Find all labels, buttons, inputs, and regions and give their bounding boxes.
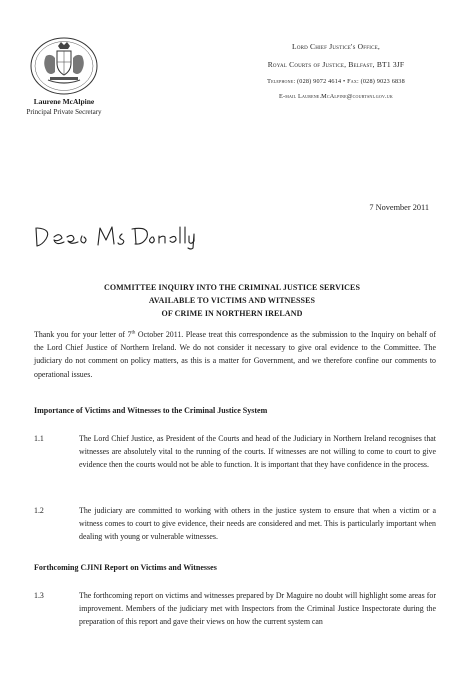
heading-line-3: OF CRIME IN NORTHERN IRELAND <box>161 309 303 318</box>
intro-ordinal-suffix: th <box>131 330 136 336</box>
document-heading <box>52 281 412 320</box>
office-telephone: Telephone: (028) 9072 4614 • Fax: (028) 9023 6838 <box>267 78 405 85</box>
paragraph-number: 1.2 <box>34 506 44 515</box>
sender-block <box>14 97 114 117</box>
paragraph-1-3 <box>34 589 436 629</box>
section-heading-cjini-report: Forthcoming CJINI Report on Victims and Witnesses <box>34 563 217 572</box>
office-email: E-mail Laurene.McAlpine@courtsni.gov.uk <box>279 93 393 100</box>
intro-text-start: Thank you for your letter of 7 <box>34 330 132 339</box>
letter-date: 7 November 2011 <box>369 203 429 212</box>
sender-name: Laurene McAlpine <box>33 97 95 106</box>
sender-title: Principal Private Secretary <box>26 108 102 116</box>
section-heading-importance: Importance of Victims and Witnesses to the Criminal Justice System <box>34 406 268 415</box>
paragraph-1-2 <box>34 504 436 544</box>
paragraph-text: The judiciary are committed to working with others in the justice system to ensure that when a victim or a witness comes to court to give evidence, their needs are considered and met. This is particularly important when dealing with young or vulnerable witnesses. <box>79 506 436 542</box>
royal-coat-of-arms-logo <box>28 34 100 96</box>
letterhead-address <box>230 38 442 104</box>
paragraph-text: The Lord Chief Justice, as President of the Courts and head of the Judiciary in Northern Ireland recognises that witnesses are absolutely vital to the running of the courts. If witnesses are not willing to come to court to give evidence then the courts would not be able to function. It is important that they have confidence in the process. <box>79 434 436 470</box>
heading-line-2: AVAILABLE TO VICTIMS AND WITNESSES <box>148 296 316 305</box>
intro-text-rest: October 2011. Please treat this correspondence as the submission to the Inquiry on behalf of the Lord Chief Justice of Northern Ireland. We do not consider it necessary to give oral evidence to the Committee. The judiciary do not comment on policy matters, as this is a matter for Government, and we therefore confine our comments to operational issues. <box>34 330 436 379</box>
office-address: Royal Courts of Justice, Belfast, BT1 3JF <box>267 60 405 69</box>
handwritten-salutation <box>34 220 196 250</box>
heading-line-1: COMMITTEE INQUIRY INTO THE CRIMINAL JUSTICE SERVICES <box>103 283 361 292</box>
intro-paragraph <box>34 328 436 381</box>
paragraph-number: 1.1 <box>34 434 44 443</box>
paragraph-1-1 <box>34 432 436 472</box>
office-name: Lord Chief Justice's Office, <box>292 42 380 51</box>
paragraph-number: 1.3 <box>34 591 44 600</box>
paragraph-text: The forthcoming report on victims and witnesses prepared by Dr Maguire no doubt will highlight some areas for improvement. Members of the judiciary met with Inspectors from the Criminal Justice Inspectorate during the preparation of this report and gave their views on how the current system can <box>79 591 436 627</box>
